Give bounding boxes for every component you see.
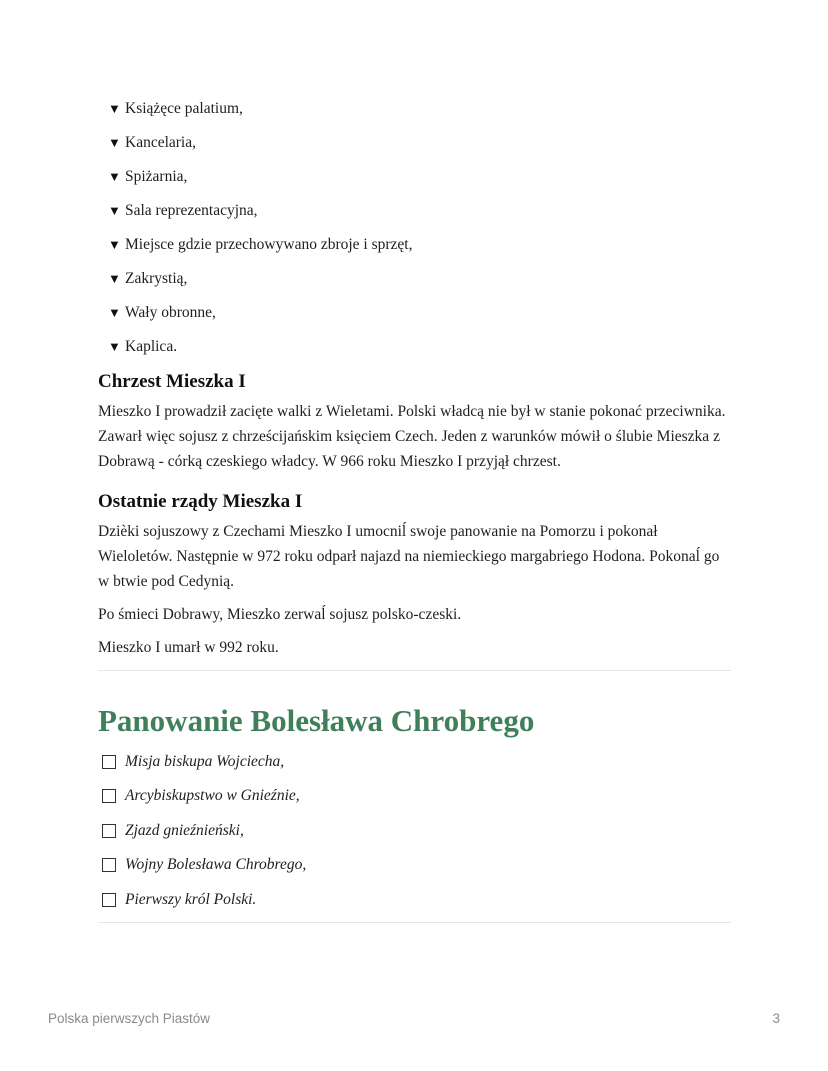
list-item-text: Książęce palatium,	[125, 99, 243, 117]
section-title-boleslaw: Panowanie Bolesława Chrobrego	[98, 703, 535, 738]
checklist-item	[102, 853, 731, 878]
checklist-item	[102, 887, 731, 912]
list-item-text: Wały obronne,	[125, 303, 216, 321]
triangle-down-icon: ▼	[108, 305, 121, 320]
list-item	[108, 266, 731, 291]
list-item-text: Spiżarnia,	[125, 167, 188, 185]
boleslaw-checklist	[98, 749, 731, 912]
triangle-down-icon: ▼	[108, 339, 121, 354]
triangle-down-icon: ▼	[108, 271, 121, 286]
list-item-text: Sala reprezentacyjna,	[125, 201, 258, 219]
document-body	[98, 96, 731, 923]
section-heading-ostatnie: Ostatnie rządy Mieszka I	[98, 491, 303, 512]
paragraph-ostatnie-2: Po śmieci Dobrawy, Mieszko zerwaĺ sojusz polsko-czeski.	[98, 606, 462, 623]
checklist-item-text: Wojny Bolesława Chrobrego,	[125, 856, 307, 873]
checkbox-icon[interactable]	[102, 858, 116, 872]
checklist-item-text: Misja biskupa Wojciecha,	[125, 752, 285, 770]
list-item	[108, 130, 731, 155]
list-item-text: Miejsce gdzie przechowywano zbroje i sprzęt,	[125, 235, 413, 253]
list-item	[108, 164, 731, 189]
section-divider	[98, 670, 731, 671]
triangle-down-icon: ▼	[108, 135, 121, 150]
list-item-text: Kancelaria,	[125, 133, 196, 151]
paragraph-ostatnie-1: Dzièki sojuszowy z Czechami Mieszko I umocniĺ swoje panowanie na Pomorzu i pokonał Wieloletów. Następnie w 972 roku odparł najazd na niemieckiego margabriego Hodona. Pokonaĺ go w btwie pod Cedynią.	[98, 523, 720, 590]
checkbox-icon[interactable]	[102, 893, 116, 907]
list-item	[108, 96, 731, 121]
castle-elements-list	[98, 96, 731, 359]
checklist-item-text: Zjazd gnieźnieński,	[125, 821, 244, 839]
checkbox-icon[interactable]	[102, 789, 116, 803]
list-item	[108, 198, 731, 223]
list-item	[108, 334, 731, 359]
checkbox-icon[interactable]	[102, 755, 116, 769]
footer-title: Polska pierwszych Piastów	[48, 1011, 211, 1026]
list-item-text: Kaplica.	[125, 337, 178, 355]
checklist-item	[102, 784, 731, 809]
page-number: 3	[772, 1011, 780, 1026]
list-item-text: Zakrystią,	[125, 269, 188, 287]
triangle-down-icon: ▼	[108, 203, 121, 218]
triangle-down-icon: ▼	[108, 101, 121, 116]
section-divider	[98, 922, 731, 923]
checkbox-icon[interactable]	[102, 824, 116, 838]
triangle-down-icon: ▼	[108, 169, 121, 184]
list-item	[108, 300, 731, 325]
section-heading-chrzest: Chrzest Mieszka I	[98, 371, 246, 392]
triangle-down-icon: ▼	[108, 237, 121, 252]
paragraph-ostatnie-3: Mieszko I umarł w 992 roku.	[98, 639, 279, 656]
paragraph-chrzest: Mieszko I prowadził zacięte walki z Wieletami. Polski władcą nie był w stanie pokonać przeciwnika. Zawarł więc sojusz z chrześcijańskim księciem Czech. Jeden z warunków mówił o ślubie Mieszka z Dobrawą - córką czeskiego władcy. W 966 roku Mieszko I przyjął chrzest.	[98, 403, 726, 470]
checklist-item-text: Arcybiskupstwo w Gnieźnie,	[125, 787, 300, 804]
list-item	[108, 232, 731, 257]
checklist-item-text: Pierwszy król Polski.	[125, 890, 257, 908]
checklist-item	[102, 749, 731, 774]
checklist-item	[102, 818, 731, 843]
